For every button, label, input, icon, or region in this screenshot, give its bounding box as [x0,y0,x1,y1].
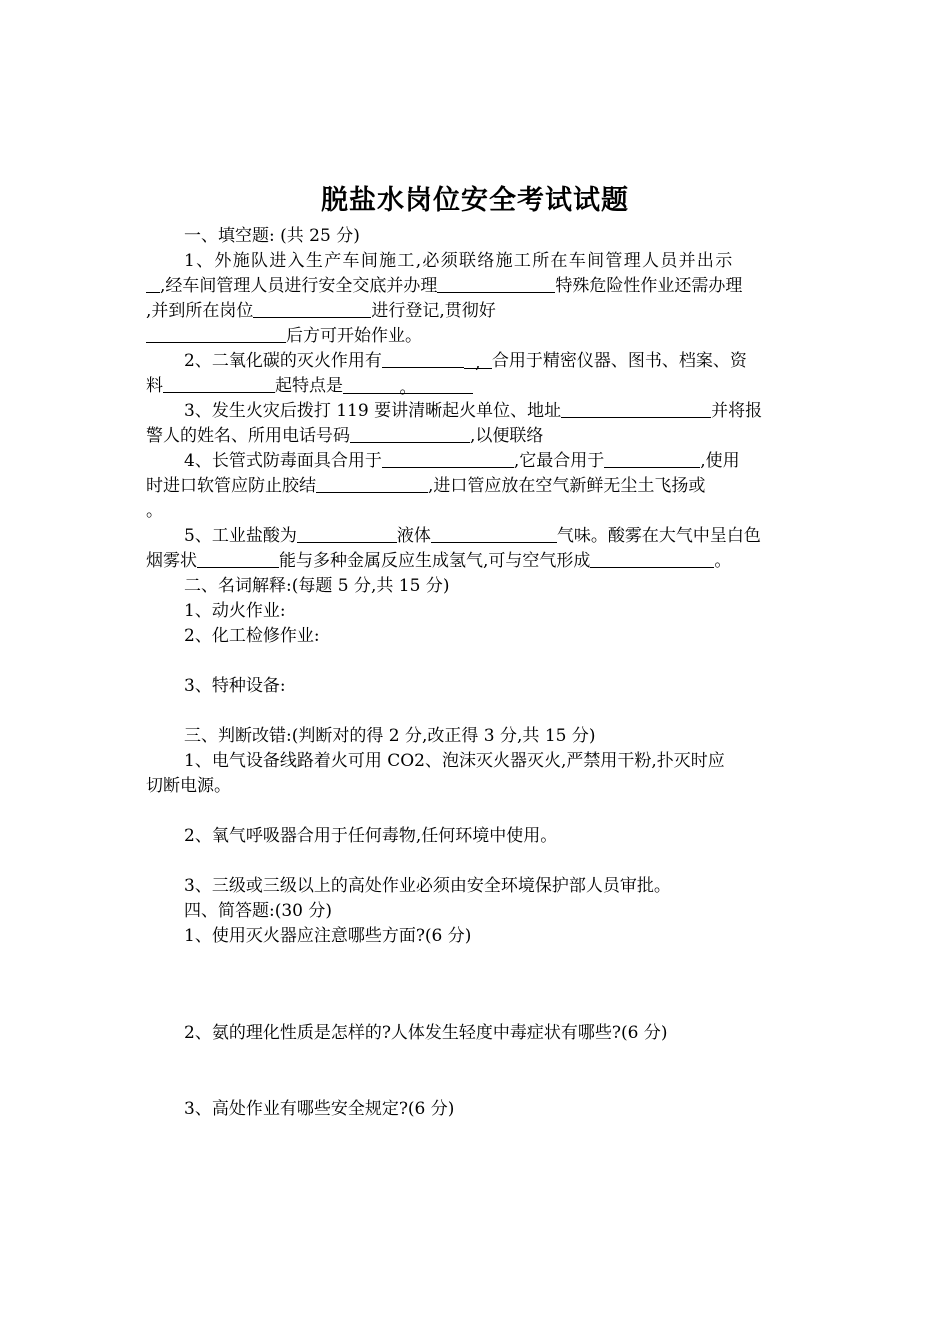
short-answer-item: 1、使用灭火器应注意哪些方面?(6 分) [184,926,472,946]
blank [604,450,700,468]
q2-line2: 料 起特点是 。 [146,374,473,398]
short-answer-item: 3、高处作业有哪些安全规定?(6 分) [184,1099,455,1119]
q5-line1: 5、工业盐酸为 液体 气味。酸雾在大气中呈白色 [184,526,761,546]
q4-line2: 时进口软管应防止胶结 ,进口管应放在空气新鲜无尘土飞扬或 [146,476,706,496]
blank [163,375,275,393]
term-item: 1、动火作业: [184,601,286,621]
q1-line3: ,并到所在岗位 进行登记,贯彻好 [146,301,496,321]
section-terms-heading: 二、名词解释:(每题 5 分,共 15 分) [184,576,450,596]
blank: 。 [343,376,473,394]
blank: , [464,351,492,369]
judge-item-2: 2、氧气呼吸器合用于任何毒物,任何环境中使用。 [184,826,558,846]
q3-line2: 警人的姓名、所用电话号码 ,以便联络 [146,426,544,446]
blank [382,450,514,468]
section-short-answer-heading: 四、简答题:(30 分) [184,901,333,921]
blank [431,525,557,543]
short-answer-item: 2、氨的理化性质是怎样的?人体发生轻度中毒症状有哪些?(6 分) [184,1023,668,1043]
blank [316,475,428,493]
blank [197,550,279,568]
blank [561,400,711,418]
judge-item-1-cont: 切断电源。 [146,776,231,796]
q2-line1: 2、二氧化碳的灭火作用有 , 合用于精密仪器、图书、档案、资 [184,351,747,373]
term-item: 2、化工检修作业: [184,626,320,646]
blank [382,350,464,368]
q1-line1: 1、外施队进入生产车间施工,必须联络施工所在车间管理人员并出示 [184,251,734,271]
judge-item-1: 1、电气设备线路着火可用 CO2、泡沫灭火器灭火,严禁用干粉,扑灭时应 [184,751,725,771]
page-title: 脱盐水岗位安全考试试题 [321,185,629,216]
judge-item-3: 3、三级或三级以上的高处作业必须由安全环境保护部人员审批。 [184,876,671,896]
q1-line4: 后方可开始作业。 [146,324,422,348]
term-item: 3、特种设备: [184,676,286,696]
blank [297,525,397,543]
blank [146,275,160,293]
q5-line2: 烟雾状 能与多种金属反应生成氢气,可与空气形成 。 [146,551,732,571]
q1-line2: ,经车间管理人员进行安全交底并办理 特殊危险性作业还需办理 [146,274,742,298]
blank [590,550,714,568]
q4-line3: 。 [146,501,163,521]
blank [350,425,470,443]
blank [437,275,555,293]
section-fill-in-heading: 一、填空题: (共 25 分) [184,226,360,246]
q4-line1: 4、长管式防毒面具合用于 ,它最合用于 ,使用 [184,451,740,471]
section-judge-heading: 三、判断改错:(判断对的得 2 分,改正得 3 分,共 15 分) [184,726,596,746]
q3-line1: 3、发生火灾后拨打 119 要讲清晰起火单位、地址 并将报 [184,401,763,421]
blank [253,300,371,318]
blank [146,325,286,343]
